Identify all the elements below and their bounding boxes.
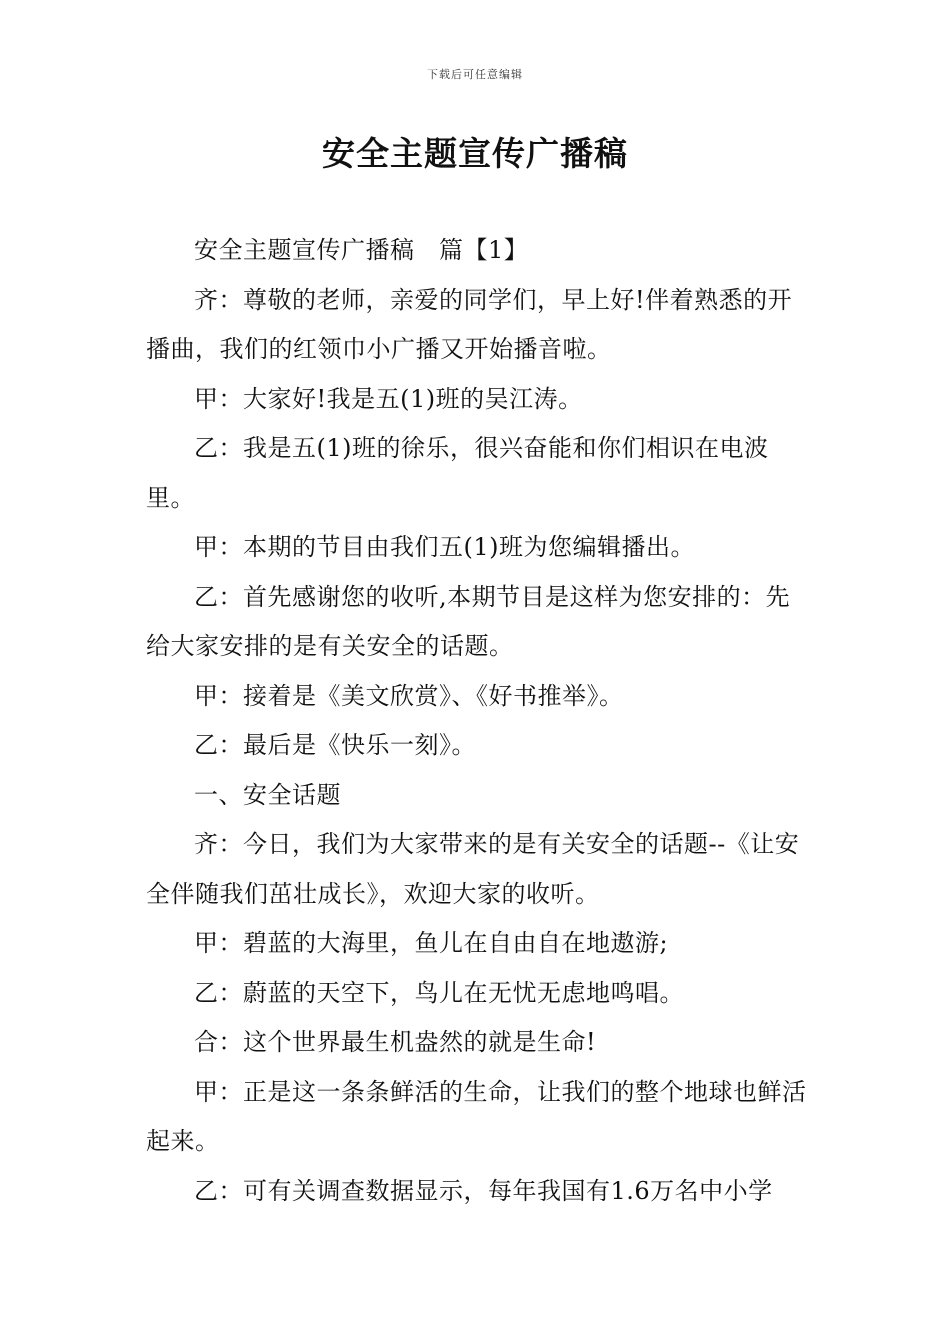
section-heading: 一、安全话题 <box>194 780 341 809</box>
paragraph: 齐：尊敬的老师，亲爱的同学们，早上好!伴着熟悉的开播曲，我们的红领巾小广播又开始播音啦。 <box>146 285 793 363</box>
paragraph: 甲：大家好!我是五(1)班的吴江涛。 <box>194 384 583 413</box>
header-note: 下载后可任意编辑 <box>427 68 523 81</box>
paragraph: 乙：最后是《快乐一刻》。 <box>194 731 476 759</box>
paragraph: 甲：接着是《美文欣赏》、《好书推举》。 <box>194 681 624 710</box>
paragraph: 乙：蔚蓝的天空下，鸟儿在无忧无虑地鸣唱。 <box>194 978 684 1007</box>
paragraph: 乙：可有关调查数据显示，每年我国有1.6万名中小学 <box>194 1176 773 1205</box>
paragraph: 甲：正是这一条条鲜活的生命，让我们的整个地球也鲜活起来。 <box>146 1077 807 1155</box>
document-title: 安全主题宣传广播稿 <box>322 134 628 173</box>
paragraph: 乙：我是五(1)班的徐乐，很兴奋能和你们相识在电波里。 <box>146 434 769 512</box>
paragraph: 甲：碧蓝的大海里，鱼儿在自由自在地遨游; <box>194 929 669 957</box>
paragraph: 乙：首先感谢您的收听,本期节目是这样为您安排的：先给大家安排的是有关安全的话题。 <box>146 582 791 660</box>
paragraph: 安全主题宣传广播稿 篇【1】 <box>194 236 529 264</box>
document-body <box>146 226 810 1216</box>
paragraph: 合：这个世界最生机盎然的就是生命! <box>194 1028 597 1056</box>
paragraph: 齐：今日，我们为大家带来的是有关安全的话题--《让安全伴随我们茁壮成长》，欢迎大家的收听。 <box>146 830 800 908</box>
paragraph: 甲：本期的节目由我们五(1)班为您编辑播出。 <box>194 533 695 561</box>
